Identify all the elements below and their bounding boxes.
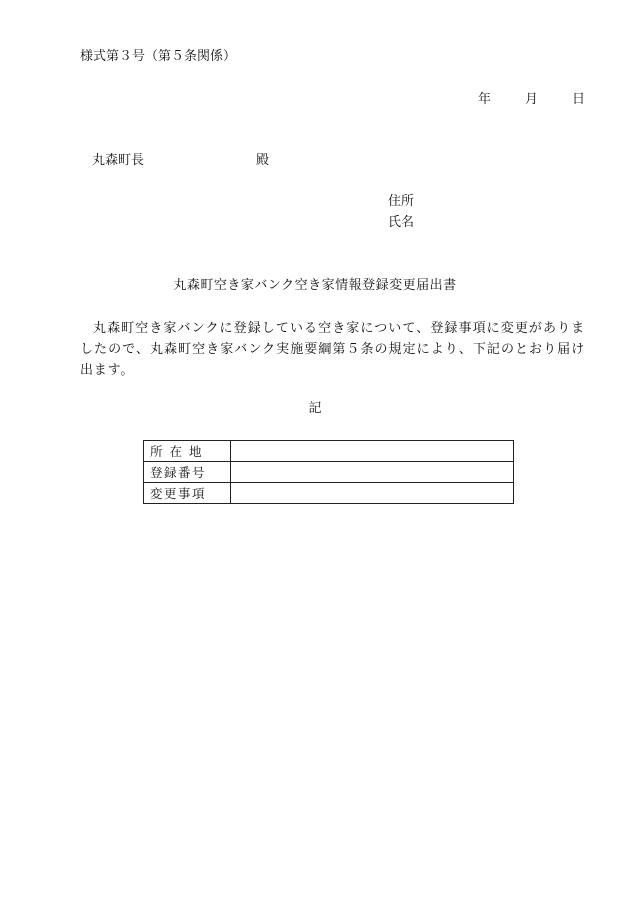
registration-number-label: 登録番号	[144, 462, 231, 483]
table-row	[144, 441, 514, 462]
location-label: 所 在 地	[144, 441, 231, 462]
details-table	[143, 440, 514, 504]
date-month-label: 月	[525, 92, 539, 107]
change-details-field[interactable]	[231, 483, 514, 504]
body-paragraph: 丸森町空き家バンクに登録している空き家について、登録事項に変更がありましたので、丸森町空き家バンク実施要綱第５条の規定により、下記のとおり届け出ます。	[80, 321, 585, 378]
applicant-name-label: 氏名	[388, 215, 415, 230]
date-day-label: 日	[572, 92, 586, 107]
date-line	[478, 93, 585, 106]
honorific: 殿	[256, 153, 270, 168]
registration-number-field[interactable]	[231, 462, 514, 483]
table-row	[144, 483, 514, 504]
document-title: 丸森町空き家バンク空き家情報登録変更届出書	[173, 278, 457, 293]
table-row	[144, 462, 514, 483]
form-number: 様式第３号（第５条関係）	[80, 49, 237, 64]
addressee: 丸森町長	[92, 153, 145, 168]
location-field[interactable]	[231, 441, 514, 462]
applicant-address-label: 住所	[388, 194, 415, 209]
change-details-label: 変更事項	[144, 483, 231, 504]
record-mark: 記	[308, 401, 322, 416]
date-year-label: 年	[478, 92, 492, 107]
